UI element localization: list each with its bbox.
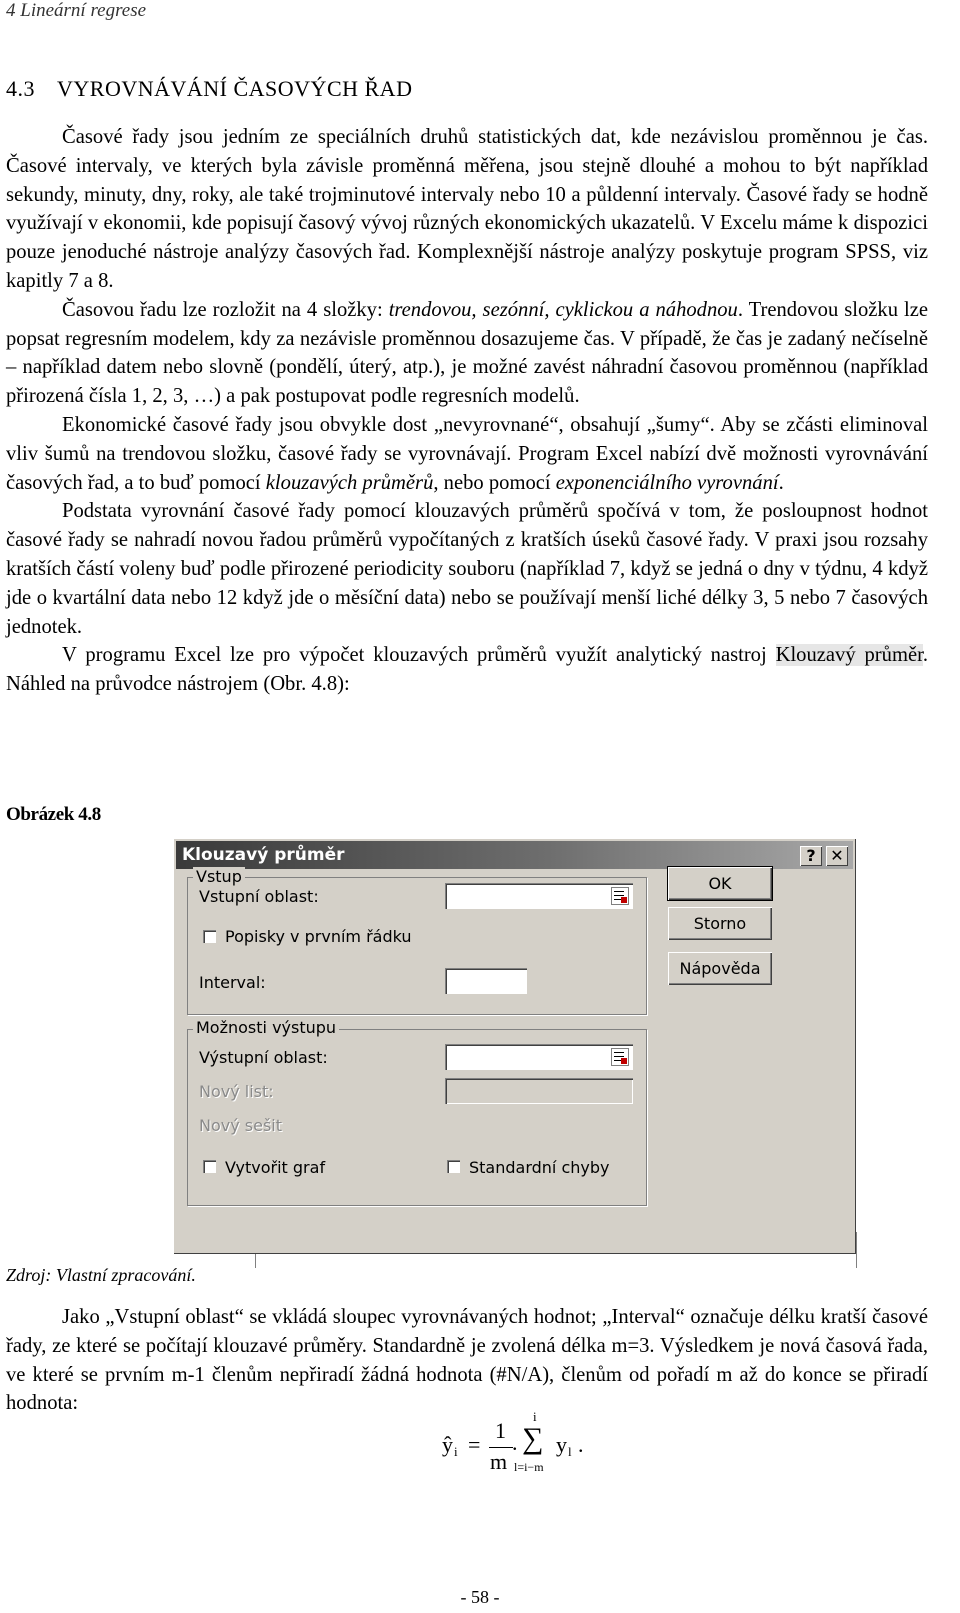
highlighted-tool-name: Klouzavý průměr [775, 644, 923, 667]
input-range-field[interactable] [445, 883, 633, 909]
paragraph-2-text: Časovou řadu lze rozložit na 4 složky: [62, 298, 389, 321]
new-workbook-label: Nový sešit [199, 1116, 283, 1135]
interval-label: Interval: [199, 973, 266, 992]
paragraph-4: Podstata vyrovnání časové řady pomocí klouzavých průměrů spočívá v tom, že posloupnost hodnot časové řady se nahradí novou řadou průměrů vypočítaných z kratších úseků časové řady. V praxi jsou rozsahy kratších částí voleny buď podle přirozené periodicity souboru (například 7, když se jedná o dny v týdnu, 4 když jde o kvartální data nebo 12 když jde o měsíční data) nebo se používají menší liché délky 3, 5 nebo 7 časových jednotek. [6, 500, 928, 638]
paragraph-3 [6, 411, 928, 497]
figure-frame-line [255, 1254, 256, 1268]
figure-label: Obrázek 4.8 [6, 804, 101, 825]
help-question-icon[interactable]: ? [800, 846, 822, 866]
help-button[interactable]: Nápověda [668, 952, 772, 985]
running-head: 4 Lineární regrese [6, 0, 147, 21]
labels-checkbox-label: Popisky v prvním řádku [225, 927, 412, 946]
figure-frame-line [856, 1232, 857, 1268]
page-number: - 58 - [460, 1587, 500, 1607]
paragraph-3-text-c: . [778, 471, 784, 494]
formula-lhs-subscript: i [454, 1444, 458, 1459]
paragraph-2-emphasis: trendovou, sezónní, cyklickou a náhodnou [388, 298, 738, 321]
body-text-continued [6, 1303, 928, 1418]
paragraph-6: Jako „Vstupní oblast“ se vkládá sloupec vyrovnávaných hodnot; „Interval“ označuje délku kratší časové řady, ze které se počítají klouzavé průměry. Standardně je zvolená délka m=3. Výsledkem je nová časová řada, ve které se prvním m-1 členům nepřiradí žádná hodnota (#N/A), členům od pořadí m až do konce se přiradí hodnota: [6, 1306, 928, 1415]
output-group-legend: Možnosti výstupu [193, 1018, 339, 1037]
new-sheet-label: Nový list: [199, 1082, 274, 1101]
range-select-icon[interactable] [611, 887, 629, 905]
section-number: 4.3 [6, 76, 35, 101]
ok-button[interactable]: OK [668, 867, 772, 900]
sum-lower-limit: l=i−m [514, 1460, 544, 1474]
formula-term-subscript: l [568, 1444, 572, 1459]
formula-equals: = [468, 1432, 481, 1457]
dialog-titlebar [176, 841, 853, 869]
output-range-label: Výstupní oblast: [199, 1048, 328, 1067]
interval-field[interactable] [445, 968, 527, 994]
moving-average-formula [442, 1409, 602, 1490]
input-group-legend: Vstup [193, 867, 245, 886]
formula-dot: . [512, 1430, 518, 1455]
cancel-button[interactable]: Storno [668, 907, 772, 940]
paragraph-3-emphasis-1: klouzavých průměrů [265, 471, 434, 494]
section-title: VYROVNÁVÁNÍ ČASOVÝCH ŘAD [57, 76, 413, 101]
paragraph-2 [6, 296, 928, 411]
paragraph-2-text-b: . Trendovou složku lze popsat regresním modelem, kdy za nezávisle proměnnou dosazujeme čas. V případě, že čas je zadaný nečíselně – například datem nebo slovně (pondělí, úterý, atp.), je možné zavést náhradní časovou proměnnou (například přirozená čísla 1, 2, 3, …) a pak postupovat podle regresních modelů. [6, 298, 928, 408]
range-select-icon[interactable] [611, 1048, 629, 1066]
paragraph-5-text-b: . Náhled na průvodce nástrojem (Obr. 4.8): [6, 644, 928, 696]
moving-average-dialog [173, 838, 856, 1254]
input-range-label: Vstupní oblast: [199, 887, 319, 906]
chart-checkbox-label: Vytvořit graf [225, 1158, 326, 1177]
paragraph-5 [6, 641, 928, 699]
formula-end-dot: . [578, 1432, 584, 1457]
sum-upper-limit: i [533, 1409, 537, 1424]
figure-source: Zdroj: Vlastní zpracování. [6, 1265, 196, 1285]
paragraph-5-text: V programu Excel lze pro výpočet klouzavých průměrů využít analytický nastroj [62, 644, 776, 667]
paragraph-1: Časové řady jsou jedním ze speciálních druhů statistických dat, kde nezávislou proměnnou je čas. Časové intervaly, ve kterých byla závisle proměnná měřena, jsou stejně dlouhé a mohou to být například sekundy, minuty, dny, roky, ale také trojminutové intervaly nebo 10 a půldenní intervaly. Časové řady se hodně využívají v ekonomii, kde popisují časový vývoj různých ekonomických ukazatelů. V Excelu máme k dispozici pouze jenoduché nástroje analýzy časových řad. Komplexnější nástroje analýzy poskytuje program SPSS, viz kapitly 7 a 8. [6, 126, 928, 292]
chart-checkbox[interactable] [203, 1160, 216, 1173]
formula-denominator: m [490, 1449, 508, 1474]
sum-symbol: ∑ [522, 1422, 544, 1455]
formula-term: y [556, 1432, 567, 1457]
fraction-bar [489, 1447, 513, 1448]
paragraph-3-emphasis-2: exponenciálního vyrovnání [555, 471, 779, 494]
output-range-field[interactable] [445, 1044, 633, 1070]
std-errors-checkbox[interactable] [447, 1160, 460, 1173]
labels-checkbox[interactable] [203, 930, 216, 943]
section-heading [6, 76, 412, 102]
paragraph-3-text: Ekonomické časové řady jsou obvykle dost „nevyrovnané“, obsahují „šumy“. Aby se zčásti eliminoval vliv šumů na trendovou složku, časové řady se vyrovnávají. Program Excel nabízí dvě možnosti vyrovnávání časových řad, a to buď pomocí [6, 413, 928, 494]
formula-numerator: 1 [495, 1418, 506, 1443]
body-text [6, 123, 928, 699]
formula-lhs: ŷ [442, 1432, 453, 1457]
dialog-title: Klouzavý průměr [182, 845, 345, 865]
new-sheet-field [445, 1078, 633, 1104]
std-errors-checkbox-label: Standardní chyby [469, 1158, 610, 1177]
paragraph-3-text-b: , nebo pomocí [433, 471, 556, 494]
close-icon[interactable]: ✕ [826, 846, 848, 866]
